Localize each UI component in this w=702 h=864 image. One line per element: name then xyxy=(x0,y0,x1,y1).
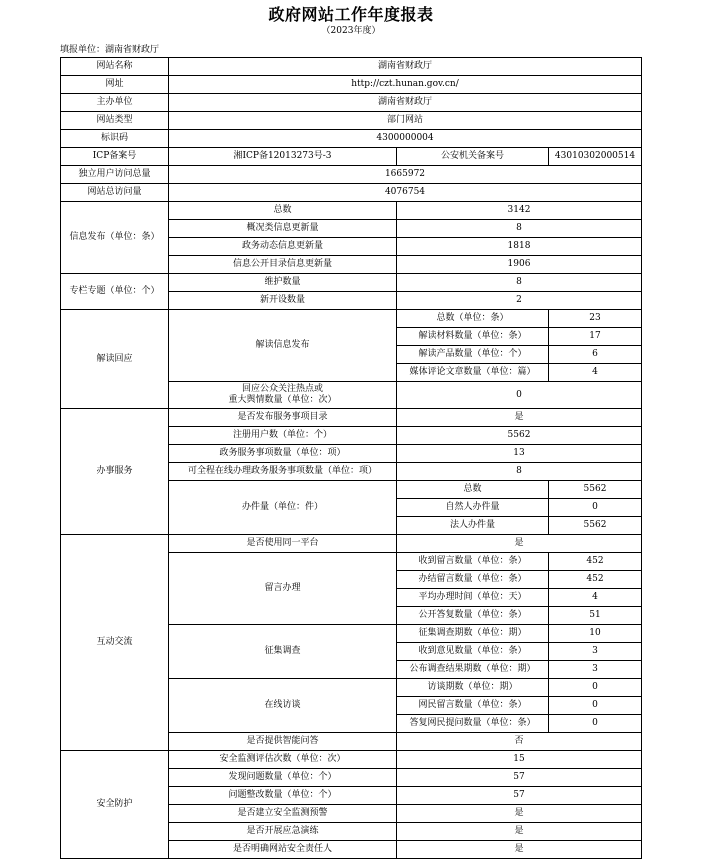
row-value: 43010302000514 xyxy=(549,148,642,166)
row-value: http://czt.hunan.gov.cn/ xyxy=(169,76,642,94)
table-row xyxy=(61,94,642,112)
table-row xyxy=(61,58,642,76)
row-label: 发现问题数量（单位：个） xyxy=(169,769,397,787)
section-label: 安全防护 xyxy=(61,751,169,859)
row-value: 5562 xyxy=(549,481,642,499)
section-label: 办事服务 xyxy=(61,409,169,535)
row-label: 问题整改数量（单位：个） xyxy=(169,787,397,805)
row-label: 访谈期数（单位：期） xyxy=(397,679,549,697)
row-value: 10 xyxy=(549,625,642,643)
row-value: 8 xyxy=(397,220,642,238)
subsection-label: 解读信息发布 xyxy=(169,310,397,382)
section-label: 专栏专题（单位：个） xyxy=(61,274,169,310)
row-label: 收到留言数量（单位：条） xyxy=(397,553,549,571)
row-value: 2 xyxy=(397,292,642,310)
table-row xyxy=(61,130,642,148)
row-label: 概况类信息更新量 xyxy=(169,220,397,238)
row-value: 5562 xyxy=(549,517,642,535)
row-label: 总数（单位：条） xyxy=(397,310,549,328)
row-label: 是否建立安全监测预警 xyxy=(169,805,397,823)
row-value: 6 xyxy=(549,346,642,364)
respond-label-line1: 回应公众关注热点或 xyxy=(241,384,323,394)
row-label: 信息公开目录信息更新量 xyxy=(169,256,397,274)
table-row xyxy=(61,184,642,202)
table-row xyxy=(61,166,642,184)
row-value: 57 xyxy=(397,769,642,787)
row-label: 独立用户访问总量 xyxy=(61,166,169,184)
row-value: 8 xyxy=(397,463,642,481)
report-table xyxy=(60,57,642,859)
row-value: 4 xyxy=(549,589,642,607)
row-label: 是否明确网站安全责任人 xyxy=(169,841,397,859)
row-value: 452 xyxy=(549,571,642,589)
report-title: 政府网站工作年度报表 xyxy=(268,5,434,24)
row-value: 是 xyxy=(397,823,642,841)
row-label: 网址 xyxy=(61,76,169,94)
subsection-label: 留言办理 xyxy=(169,553,397,625)
row-label: 平均办理时间（单位：天） xyxy=(397,589,549,607)
row-label: 总数 xyxy=(397,481,549,499)
section-label: 信息发布（单位：条） xyxy=(61,202,169,274)
row-value: 3 xyxy=(549,661,642,679)
row-label: 新开设数量 xyxy=(169,292,397,310)
row-label: 是否开展应急演练 xyxy=(169,823,397,841)
table-row xyxy=(61,310,642,328)
row-value: 3142 xyxy=(397,202,642,220)
row-value: 51 xyxy=(549,607,642,625)
table-row xyxy=(61,202,642,220)
report-year: （2023年度） xyxy=(321,26,381,36)
row-label: 总数 xyxy=(169,202,397,220)
row-label: 媒体评论文章数量（单位：篇） xyxy=(397,364,549,382)
row-value: 15 xyxy=(397,751,642,769)
section-label: 解读回应 xyxy=(61,310,169,409)
row-label: 法人办件量 xyxy=(397,517,549,535)
subsection-label: 办件量（单位：件） xyxy=(169,481,397,535)
row-label: 公安机关备案号 xyxy=(397,148,549,166)
table-row xyxy=(61,112,642,130)
section-label: 互动交流 xyxy=(61,535,169,751)
row-value: 17 xyxy=(549,328,642,346)
table-row xyxy=(61,148,642,166)
row-label: 是否使用同一平台 xyxy=(169,535,397,553)
row-label: 自然人办件量 xyxy=(397,499,549,517)
row-label: 答复网民提问数量（单位：条） xyxy=(397,715,549,733)
respond-label-line2: 重大舆情数量（单位：次） xyxy=(228,395,337,405)
row-label xyxy=(169,382,397,409)
row-value: 3 xyxy=(549,643,642,661)
subsection-label: 在线访谈 xyxy=(169,679,397,733)
row-label: 网站类型 xyxy=(61,112,169,130)
row-value: 湖南省财政厅 xyxy=(169,58,642,76)
row-label: 可全程在线办理政务服务事项数量（单位：项） xyxy=(169,463,397,481)
row-label: 安全监测评估次数（单位：次） xyxy=(169,751,397,769)
row-value: 0 xyxy=(549,499,642,517)
row-label: 是否发布服务事项目录 xyxy=(169,409,397,427)
row-value: 1818 xyxy=(397,238,642,256)
row-label: 政务服务事项数量（单位：项） xyxy=(169,445,397,463)
row-value: 是 xyxy=(397,805,642,823)
table-row xyxy=(61,409,642,427)
row-value: 0 xyxy=(549,679,642,697)
row-value: 57 xyxy=(397,787,642,805)
row-label: 是否提供智能问答 xyxy=(169,733,397,751)
row-value: 部门网站 xyxy=(169,112,642,130)
row-label: 解读材料数量（单位：条） xyxy=(397,328,549,346)
row-value: 1665972 xyxy=(169,166,642,184)
table-row xyxy=(61,76,642,94)
row-value: 是 xyxy=(397,841,642,859)
row-label: 征集调查期数（单位：期） xyxy=(397,625,549,643)
row-label: 政务动态信息更新量 xyxy=(169,238,397,256)
row-label: 主办单位 xyxy=(61,94,169,112)
row-value: 否 xyxy=(397,733,642,751)
row-value: 0 xyxy=(397,382,642,409)
row-value: 13 xyxy=(397,445,642,463)
row-value: 是 xyxy=(397,409,642,427)
table-row xyxy=(61,274,642,292)
row-label: 网站名称 xyxy=(61,58,169,76)
row-value: 是 xyxy=(397,535,642,553)
row-value: 0 xyxy=(549,697,642,715)
row-label: 维护数量 xyxy=(169,274,397,292)
table-row xyxy=(61,535,642,553)
row-value: 0 xyxy=(549,715,642,733)
row-value: 5562 xyxy=(397,427,642,445)
table-row xyxy=(61,751,642,769)
row-label: 网站总访问量 xyxy=(61,184,169,202)
row-label: 网民留言数量（单位：条） xyxy=(397,697,549,715)
row-value: 4 xyxy=(549,364,642,382)
row-label: 办结留言数量（单位：条） xyxy=(397,571,549,589)
row-value: 8 xyxy=(397,274,642,292)
row-value: 湘ICP备12013273号-3 xyxy=(169,148,397,166)
row-label: 公布调查结果期数（单位：期） xyxy=(397,661,549,679)
row-value: 4076754 xyxy=(169,184,642,202)
row-value: 4300000004 xyxy=(169,130,642,148)
row-label: 公开答复数量（单位：条） xyxy=(397,607,549,625)
row-value: 湖南省财政厅 xyxy=(169,94,642,112)
row-label: 收到意见数量（单位：条） xyxy=(397,643,549,661)
row-label: ICP备案号 xyxy=(61,148,169,166)
row-value: 1906 xyxy=(397,256,642,274)
row-label: 注册用户数（单位：个） xyxy=(169,427,397,445)
row-label: 标识码 xyxy=(61,130,169,148)
row-value: 452 xyxy=(549,553,642,571)
subsection-label: 征集调查 xyxy=(169,625,397,679)
row-label: 解读产品数量（单位：个） xyxy=(397,346,549,364)
reporting-unit: 填报单位：湖南省财政厅 xyxy=(60,45,160,55)
row-value: 23 xyxy=(549,310,642,328)
